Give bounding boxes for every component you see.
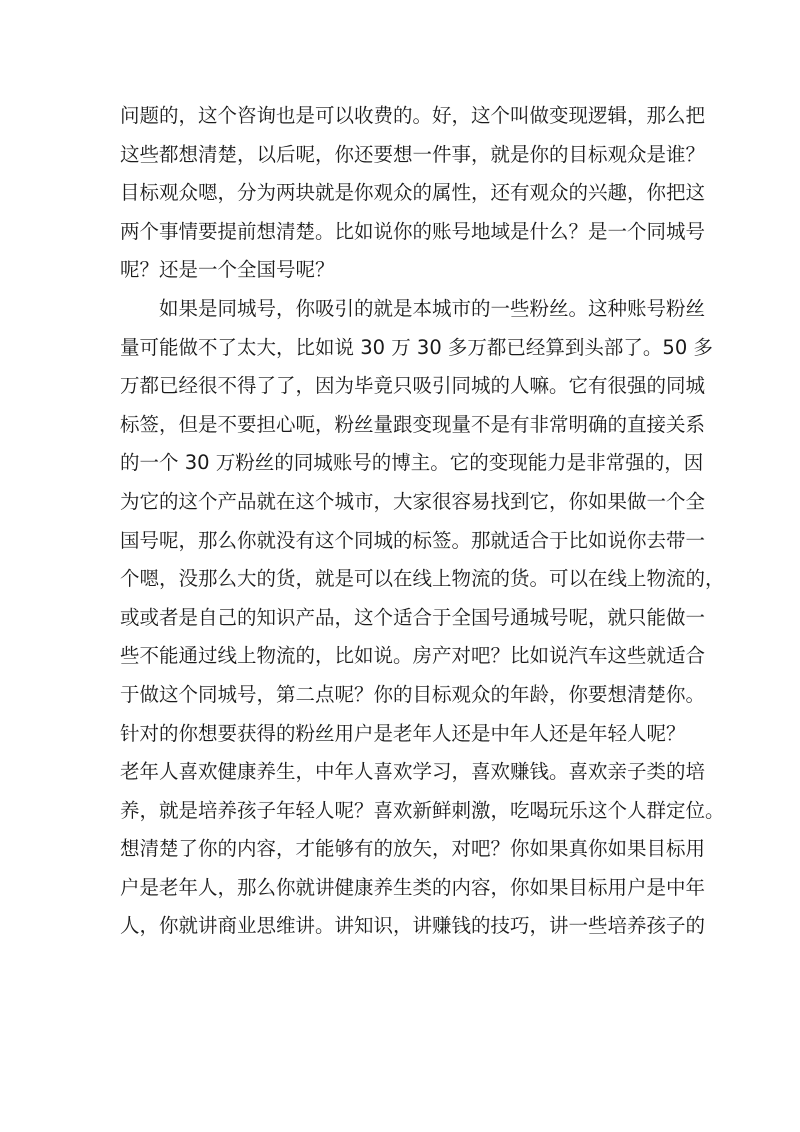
- text-line: 问题的，这个咨询也是可以收费的。好，这个叫做变现逻辑，那么把: [120, 104, 706, 127]
- text-line: 户是老年人，那么你就讲健康养生类的内容，你如果目标用户是中年: [120, 875, 706, 899]
- text-line: 老年人喜欢健康养生，中年人喜欢学习，喜欢赚钱。喜欢亲子类的培: [120, 760, 706, 784]
- text-line: 的一个 30 万粉丝的同城账号的博主。它的变现能力是非常强的，因: [120, 451, 704, 475]
- text-line: 呢？还是一个全国号呢？: [120, 258, 335, 282]
- text-line: 养，就是培养孩子年轻人呢？喜欢新鲜刺激，吃喝玩乐这个人群定位。: [120, 798, 725, 822]
- text-line: 想清楚了你的内容，才能够有的放矢，对吧？你如果真你如果目标用: [120, 837, 706, 861]
- text-line: 个嗯，没那么大的货，就是可以在线上物流的货。可以在线上物流的，: [120, 567, 725, 591]
- text-line: 目标观众嗯，分为两块就是你观众的属性，还有观众的兴趣，你把这: [120, 181, 706, 205]
- text-line: 些不能通过线上物流的，比如说。房产对吧？比如说汽车这些就适合: [120, 644, 706, 668]
- text-line: 这些都想清楚，以后呢，你还要想一件事，就是你的目标观众是谁？: [120, 142, 706, 166]
- text-line: 于做这个同城号，第二点呢？你的目标观众的年龄，你要想清楚你。: [120, 682, 706, 706]
- text-line: 两个事情要提前想清楚。比如说你的账号地域是什么？是一个同城号: [120, 219, 706, 243]
- paragraph-first-line: 如果是同城号，你吸引的就是本城市的一些粉丝。这种账号粉丝: [159, 296, 706, 320]
- text-line: 国号呢，那么你就没有这个同城的标签。那就适合于比如说你去带一: [120, 528, 706, 552]
- text-line: 万都已经很不得了了，因为毕竟只吸引同城的人嘛。它有很强的同城: [120, 374, 706, 398]
- text-line: 人，你就讲商业思维讲。讲知识，讲赚钱的技巧，讲一些培养孩子的: [120, 914, 706, 938]
- text-line: 针对的你想要获得的粉丝用户是老年人还是中年人还是年轻人呢？: [120, 721, 686, 745]
- text-line: 标签，但是不要担心呃，粉丝量跟变现量不是有非常明确的直接关系: [120, 412, 706, 436]
- text-line: 或或者是自己的知识产品，这个适合于全国号通城号呢，就只能做一: [120, 605, 706, 629]
- text-line: 为它的这个产品就在这个城市，大家很容易找到它，你如果做一个全: [120, 489, 706, 513]
- text-line: 量可能做不了太大，比如说 30 万 30 多万都已经算到头部了。50 多: [120, 335, 713, 359]
- body-text: [120, 97, 725, 946]
